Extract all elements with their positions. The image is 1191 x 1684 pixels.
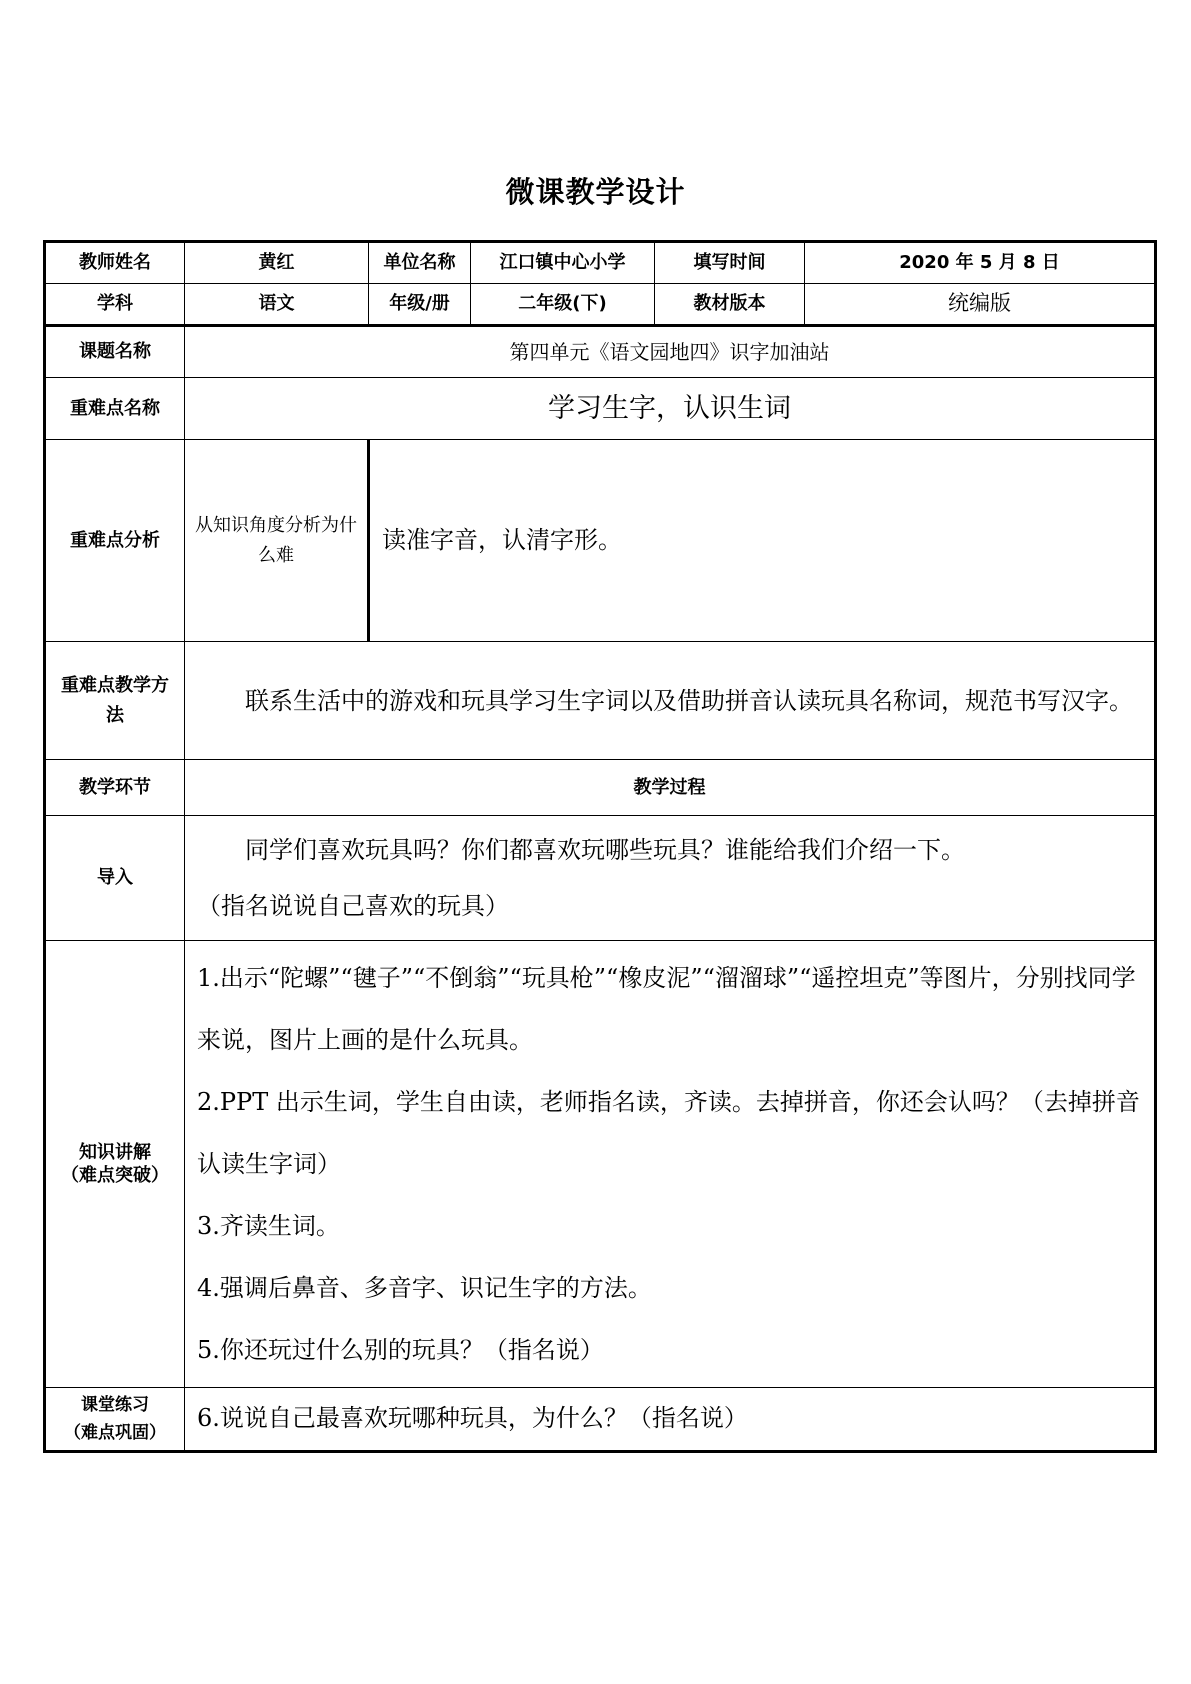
topic-label: 课题名称 [45, 326, 185, 378]
knowledge-item-4: 4.强调后鼻音、多音字、识记生字的方法。 [197, 1274, 652, 1302]
unit-value: 江口镇中心小学 [471, 242, 655, 284]
subject-label: 学科 [45, 284, 185, 326]
knowledge-label-2: （难点突破） [61, 1165, 169, 1186]
date-value: 2020 年 5 月 8 日 [805, 242, 1156, 284]
document-title: 微课教学设计 [505, 175, 686, 209]
intro-label: 导入 [45, 816, 185, 941]
process-header-row [45, 760, 1156, 816]
method-label: 重难点教学方法 [45, 642, 185, 760]
keypoint-row [45, 378, 1156, 440]
grade-label: 年级/册 [369, 284, 471, 326]
intro-line-2: （指名说说自己喜欢的玩具） [197, 892, 509, 920]
practice-label-1: 课堂练习 [81, 1395, 149, 1415]
analysis-row [45, 440, 1156, 642]
knowledge-label-cell [45, 941, 185, 1388]
process-value: 教学过程 [185, 760, 1156, 816]
knowledge-label-1: 知识讲解 [79, 1141, 151, 1163]
analysis-value: 读准字音，认清字形。 [369, 440, 1156, 642]
intro-row [45, 816, 1156, 941]
unit-label: 单位名称 [369, 242, 471, 284]
subject-value: 语文 [185, 284, 369, 326]
keypoint-label: 重难点名称 [45, 378, 185, 440]
process-label: 教学环节 [45, 760, 185, 816]
keypoint-value: 学习生字，认识生词 [185, 378, 1156, 440]
knowledge-row [45, 941, 1156, 1388]
header-row-2 [45, 284, 1156, 326]
method-cell [185, 642, 1156, 760]
knowledge-item-3: 3.齐读生词。 [197, 1212, 340, 1240]
header-row-1 [45, 242, 1156, 284]
practice-value: 6.说说自己最喜欢玩哪种玩具，为什么？（指名说） [185, 1388, 1156, 1452]
lesson-design-table [43, 240, 1157, 1453]
edition-label: 教材版本 [655, 284, 805, 326]
edition-value: 统编版 [805, 284, 1156, 326]
date-label: 填写时间 [655, 242, 805, 284]
topic-row [45, 326, 1156, 378]
method-value: 联系生活中的游戏和玩具学习生字词以及借助拼音认读玩具名称词，规范书写汉字。 [245, 686, 1133, 715]
knowledge-item-1: 1.出示“陀螺”“毽子”“不倒翁”“玩具枪”“橡皮泥”“溜溜球”“遥控坦克”等图片，分别找同学来说，图片上画的是什么玩具。 [197, 964, 1136, 1054]
knowledge-cell [185, 941, 1156, 1388]
knowledge-item-5: 5.你还玩过什么别的玩具？（指名说） [197, 1336, 604, 1364]
practice-label-2: （难点巩固） [64, 1423, 166, 1443]
practice-row [45, 1388, 1156, 1452]
knowledge-item-2: 2.PPT 出示生词，学生自由读，老师指名读，齐读。去掉拼音，你还会认吗？（去掉拼音认读生字词） [197, 1088, 1140, 1178]
teacher-label: 教师姓名 [45, 242, 185, 284]
teacher-value: 黄红 [185, 242, 369, 284]
analysis-label: 重难点分析 [45, 440, 185, 642]
topic-value: 第四单元《语文园地四》识字加油站 [185, 326, 1156, 378]
practice-label-cell [45, 1388, 185, 1452]
analysis-sublabel: 从知识角度分析为什么难 [185, 440, 369, 642]
grade-value: 二年级(下) [471, 284, 655, 326]
intro-line-1: 同学们喜欢玩具吗？你们都喜欢玩哪些玩具？谁能给我们介绍一下。 [245, 836, 965, 864]
intro-cell [185, 816, 1156, 941]
method-row [45, 642, 1156, 760]
